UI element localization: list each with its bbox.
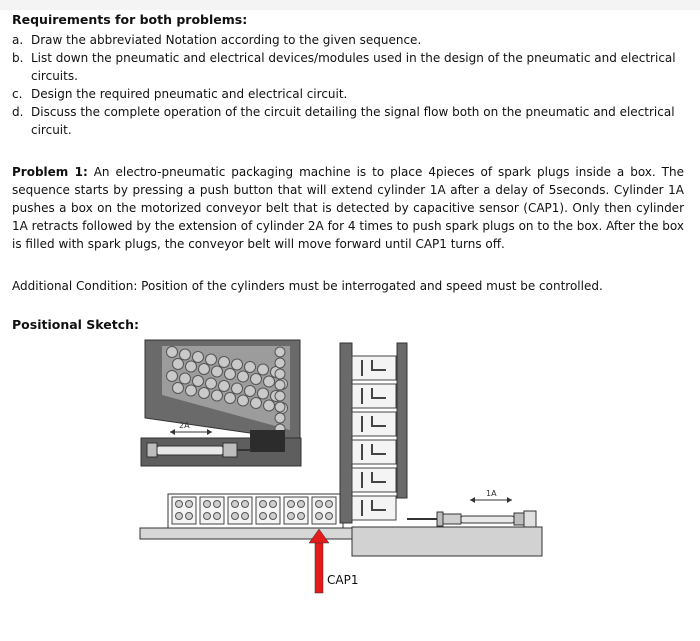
cylinder-2a-label: 2A — [179, 421, 190, 430]
spark-plug — [232, 359, 243, 370]
cap1-label: CAP1 — [327, 573, 359, 587]
spark-plug — [275, 391, 285, 401]
box-plug — [270, 513, 277, 520]
spark-plug — [167, 347, 178, 358]
conveyor-box — [256, 497, 280, 524]
box-plug — [204, 501, 211, 508]
box-plug — [288, 513, 295, 520]
box-plug — [214, 513, 221, 520]
spark-plug — [245, 362, 256, 373]
spark-plug — [258, 364, 269, 375]
cylinder-1a-label: 1A — [486, 489, 497, 498]
requirement-text: Design the required pneumatic and electrical circuit. — [31, 87, 348, 101]
spark-plug — [264, 400, 275, 411]
spark-plug — [219, 381, 230, 392]
stacked-box — [352, 384, 396, 408]
spark-plug — [275, 347, 285, 357]
spark-plug — [275, 358, 285, 368]
spark-plug — [193, 376, 204, 387]
spark-plug — [199, 388, 210, 399]
box-plug — [298, 513, 305, 520]
box-plug — [298, 501, 305, 508]
spark-plug — [251, 374, 262, 385]
spark-plug — [212, 390, 223, 401]
spark-plug — [186, 361, 197, 372]
spark-plug — [238, 395, 249, 406]
spark-plug — [206, 378, 217, 389]
conveyor-box — [284, 497, 308, 524]
spark-plug — [225, 393, 236, 404]
box-plug — [326, 501, 333, 508]
box-plug — [270, 501, 277, 508]
spark-plug — [193, 352, 204, 363]
requirement-letter: b. — [12, 51, 24, 65]
box-plug — [260, 513, 267, 520]
conveyor-box — [200, 497, 224, 524]
problem-text: An electro-pneumatic packaging machine is to place 4pieces of spark plugs inside a box. The sequence starts by pressing a push button that will extend cylinder 1A after a delay of 5seconds. Cylinder 1A pushes a box on the motorized conveyor belt that is detected by capacitive sensor (CAP1). Only then cylinder 1A retracts followed by the extension of cylinder 2A for 4 times to push spark plugs on to the box. After the box is filled with spark plugs, the conveyor belt will move forward until CAP1 turns off. — [12, 165, 684, 251]
spark-plug — [186, 385, 197, 396]
spark-plug — [264, 376, 275, 387]
spark-plug — [258, 388, 269, 399]
stacked-box — [352, 468, 396, 492]
spark-plug — [219, 357, 230, 368]
box-plug — [316, 513, 323, 520]
spark-plug — [225, 369, 236, 380]
spark-plug — [275, 369, 285, 379]
spark-plug — [275, 380, 285, 390]
requirement-text: Discuss the complete operation of the circuit detailing the signal flow both on the pneumatic and electrical circuit. — [31, 105, 675, 137]
requirement-letter: c. — [12, 87, 23, 101]
spark-plug — [275, 413, 285, 423]
spark-plug — [275, 402, 285, 412]
spark-plug — [180, 373, 191, 384]
spark-plug — [199, 364, 210, 375]
box-plug — [176, 513, 183, 520]
spark-plug — [167, 371, 178, 382]
cylinder-2a — [141, 429, 301, 466]
cap1-sensor-arrow — [309, 529, 329, 593]
conveyor-box — [312, 497, 336, 524]
box-plug — [186, 501, 193, 508]
box-plug — [176, 501, 183, 508]
box-plug — [232, 501, 239, 508]
requirement-letter: d. — [12, 105, 24, 119]
requirements-heading: Requirements for both problems: — [12, 12, 248, 27]
box-plug — [242, 501, 249, 508]
requirement-letter: a. — [12, 33, 24, 47]
spark-plug — [206, 354, 217, 365]
spark-plug — [173, 383, 184, 394]
stacked-box — [352, 412, 396, 436]
box-plug — [326, 513, 333, 520]
problem-label: Problem 1: — [12, 165, 88, 179]
stacked-box — [352, 496, 396, 520]
box-plug — [288, 501, 295, 508]
spark-plug — [238, 371, 249, 382]
requirement-text: Draw the abbreviated Notation according to the given sequence. — [31, 33, 422, 47]
stacked-box — [352, 356, 396, 380]
box-plug — [204, 513, 211, 520]
stacked-box — [352, 440, 396, 464]
spark-plug — [180, 349, 191, 360]
additional-condition: Additional Condition: Position of the cylinders must be interrogated and speed must be controlled. — [12, 279, 603, 293]
box-plug — [260, 501, 267, 508]
cylinder-1a — [407, 497, 536, 527]
spark-plug — [232, 383, 243, 394]
positional-sketch-heading: Positional Sketch: — [12, 317, 140, 332]
spark-plug — [245, 386, 256, 397]
requirement-text: List down the pneumatic and electrical devices/modules used in the design of the pneumatic and electrical circuits. — [31, 51, 676, 83]
spark-plug — [251, 398, 262, 409]
box-plug — [316, 501, 323, 508]
box-plug — [242, 513, 249, 520]
box-plug — [232, 513, 239, 520]
spark-plug — [173, 359, 184, 370]
box-plug — [186, 513, 193, 520]
conveyor-box — [172, 497, 196, 524]
box-plug — [214, 501, 221, 508]
conveyor-box — [228, 497, 252, 524]
spark-plug — [212, 366, 223, 377]
